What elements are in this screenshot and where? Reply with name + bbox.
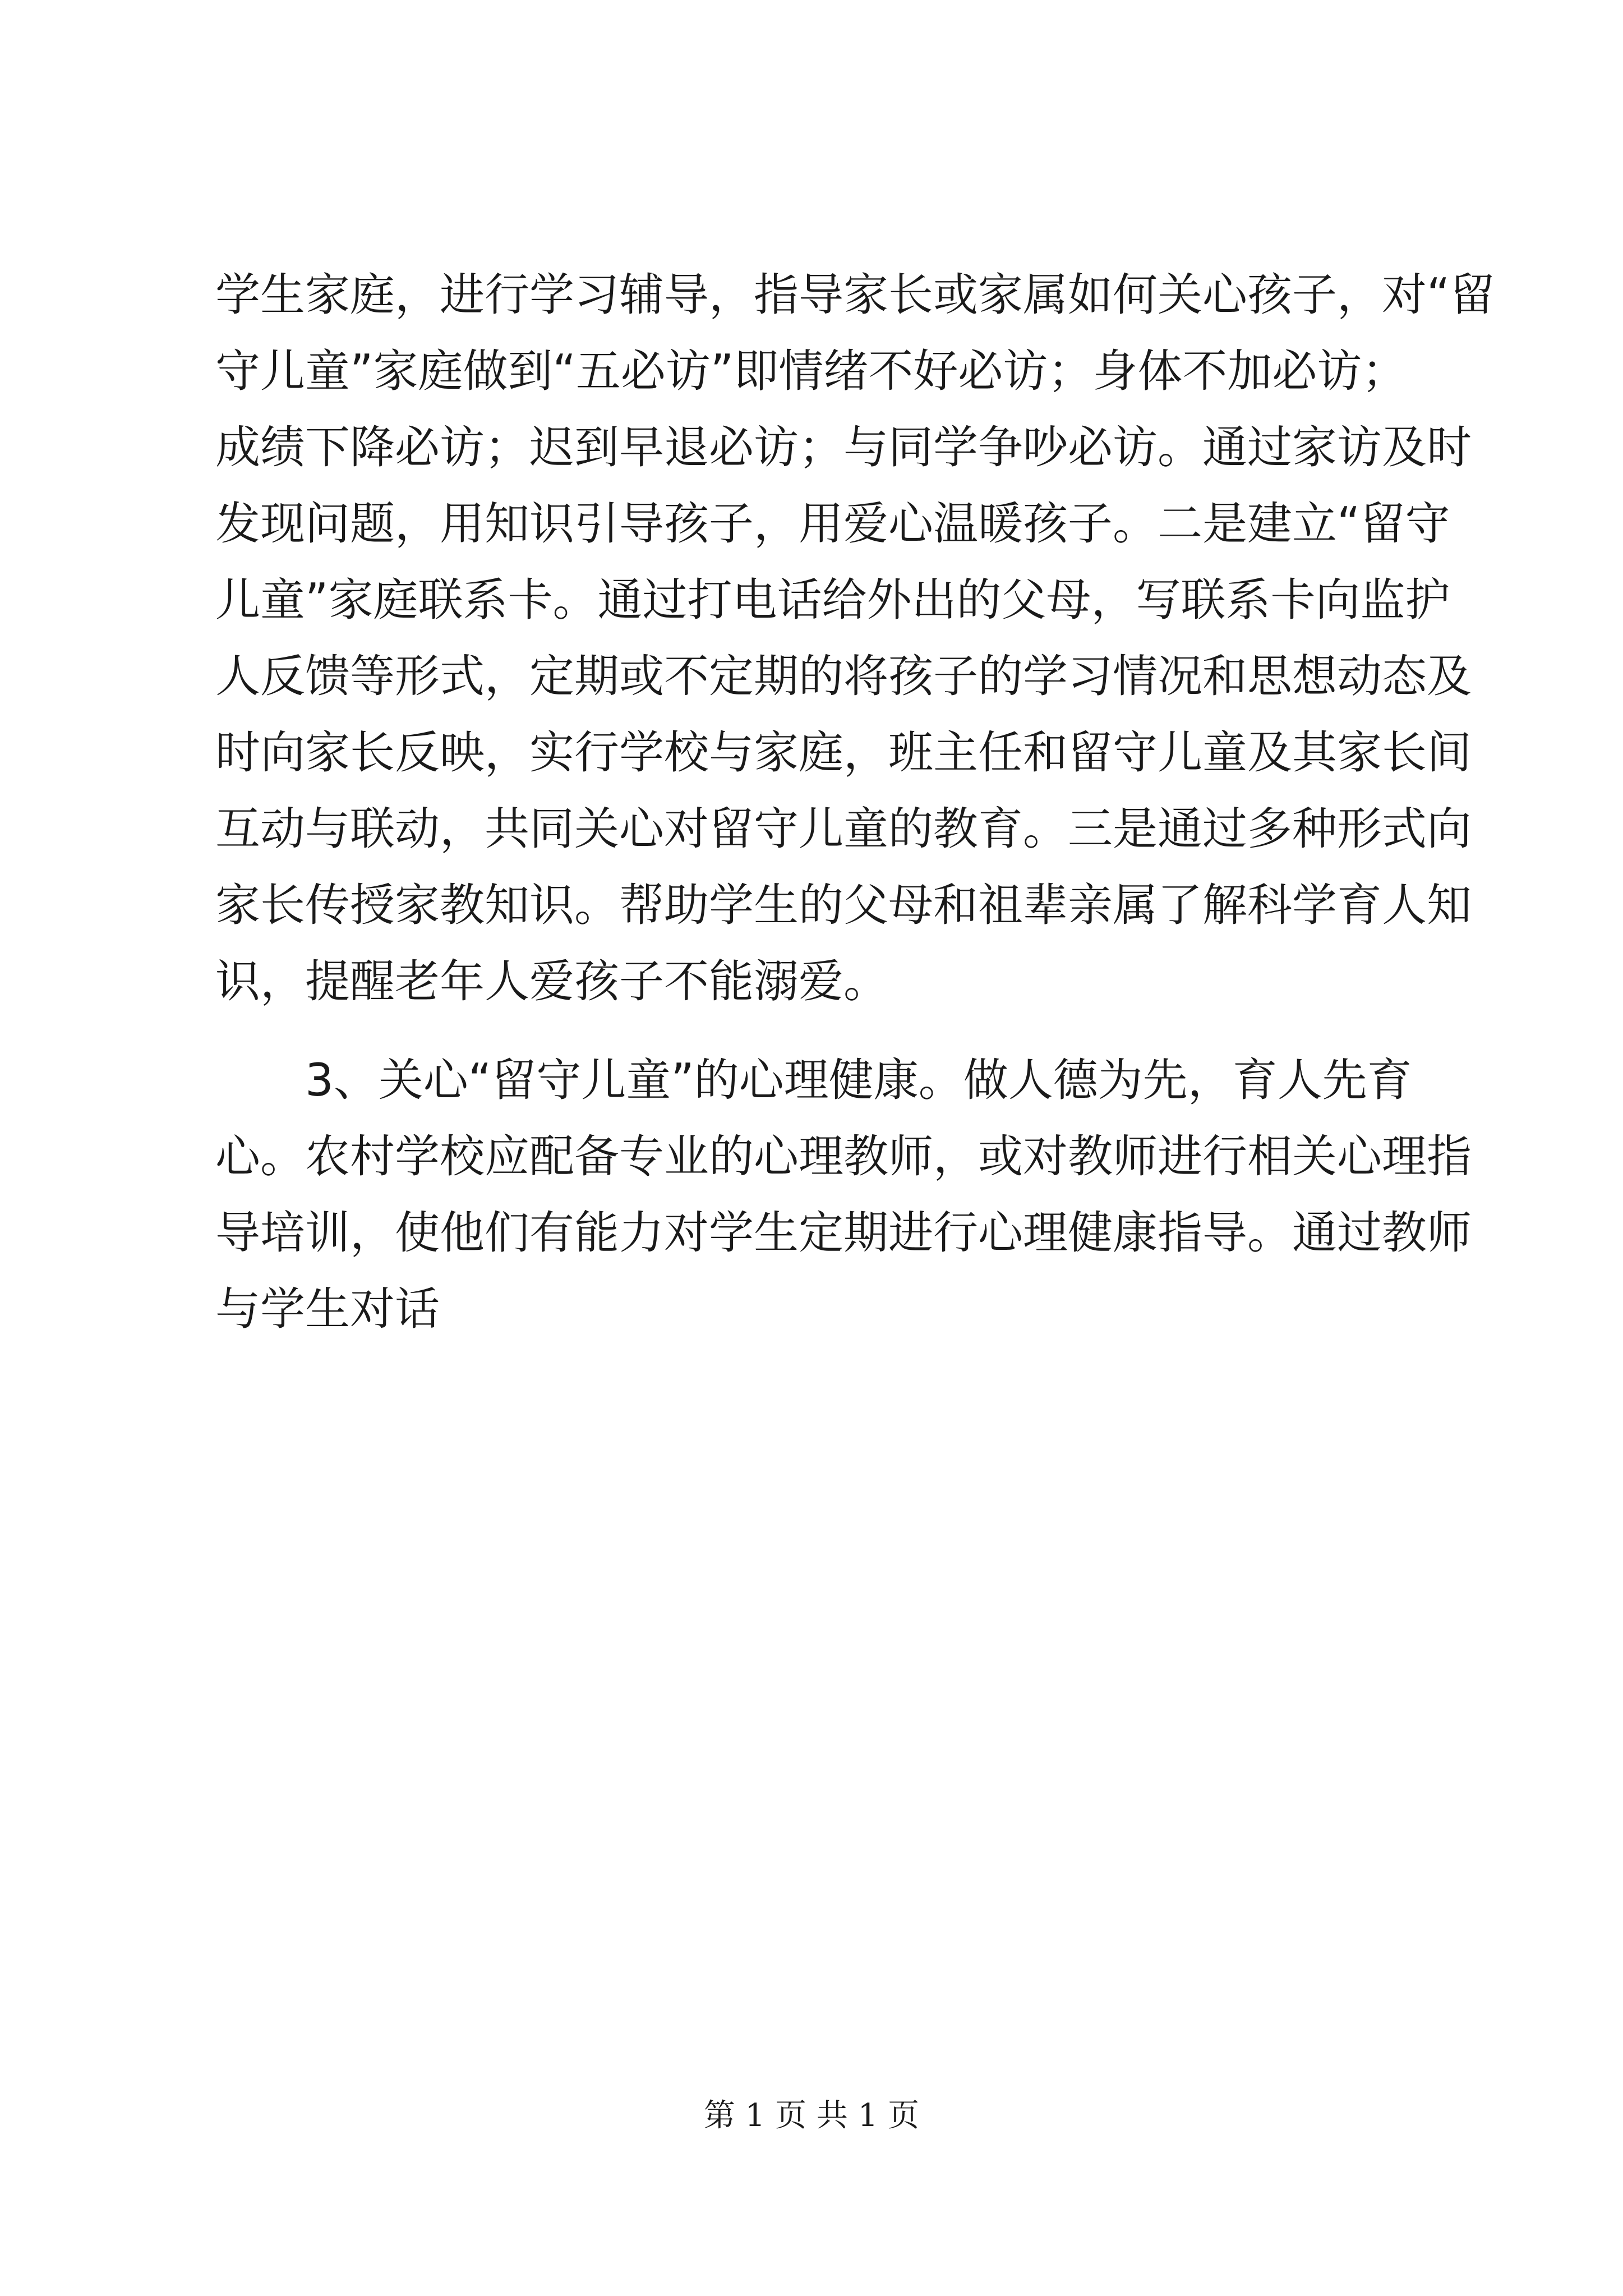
- page-footer: [0, 2096, 1623, 2136]
- paragraph-line: 守儿童”家庭做到“五必访”即情绪不好必访；身体不加必访；: [215, 345, 1407, 397]
- paragraph-line: 导培训，使他们有能力对学生定期进行心理健康指导。通过教师: [215, 1207, 1472, 1259]
- paragraph-line: 互动与联动，共同关心对留守儿童的教育。三是通过多种形式向: [215, 803, 1472, 855]
- paragraph-line: 成绩下降必访；迟到早退必访；与同学争吵必访。通过家访及时: [215, 421, 1472, 473]
- paragraph-line: 3、关心“留守儿童”的心理健康。做人德为先，育人先育: [215, 1054, 1412, 1106]
- paragraph-line: 学生家庭，进行学习辅导，指导家长或家属如何关心孩子，对“留: [215, 269, 1495, 321]
- document-body: [215, 257, 1495, 1347]
- paragraph-line: 家长传授家教知识。帮助学生的父母和祖辈亲属了解科学育人知: [215, 879, 1472, 931]
- paragraph-line: 时向家长反映，实行学校与家庭，班主任和留守儿童及其家长间: [215, 726, 1472, 779]
- paragraph-line: 人反馈等形式，定期或不定期的将孩子的学习情况和思想动态及: [215, 650, 1472, 702]
- page-number-label: 第 1 页 共 1 页: [703, 2097, 920, 2134]
- paragraph-2: [215, 1042, 1472, 1347]
- paragraph-spacing: [215, 1020, 1410, 1042]
- paragraph-line: 发现问题，用知识引导孩子，用爱心温暖孩子。二是建立“留守: [215, 498, 1450, 550]
- paragraph-line: 识，提醒老年人爱孩子不能溺爱。: [215, 955, 888, 1007]
- paragraph-line: 心。农村学校应配备专业的心理教师，或对教师进行相关心理指: [215, 1130, 1472, 1182]
- paragraph-line: 儿童”家庭联系卡。通过打电话给外出的父母，写联系卡向监护: [215, 574, 1450, 626]
- paragraph-line: 与学生对话: [215, 1283, 440, 1335]
- paragraph-1: [215, 257, 1495, 1020]
